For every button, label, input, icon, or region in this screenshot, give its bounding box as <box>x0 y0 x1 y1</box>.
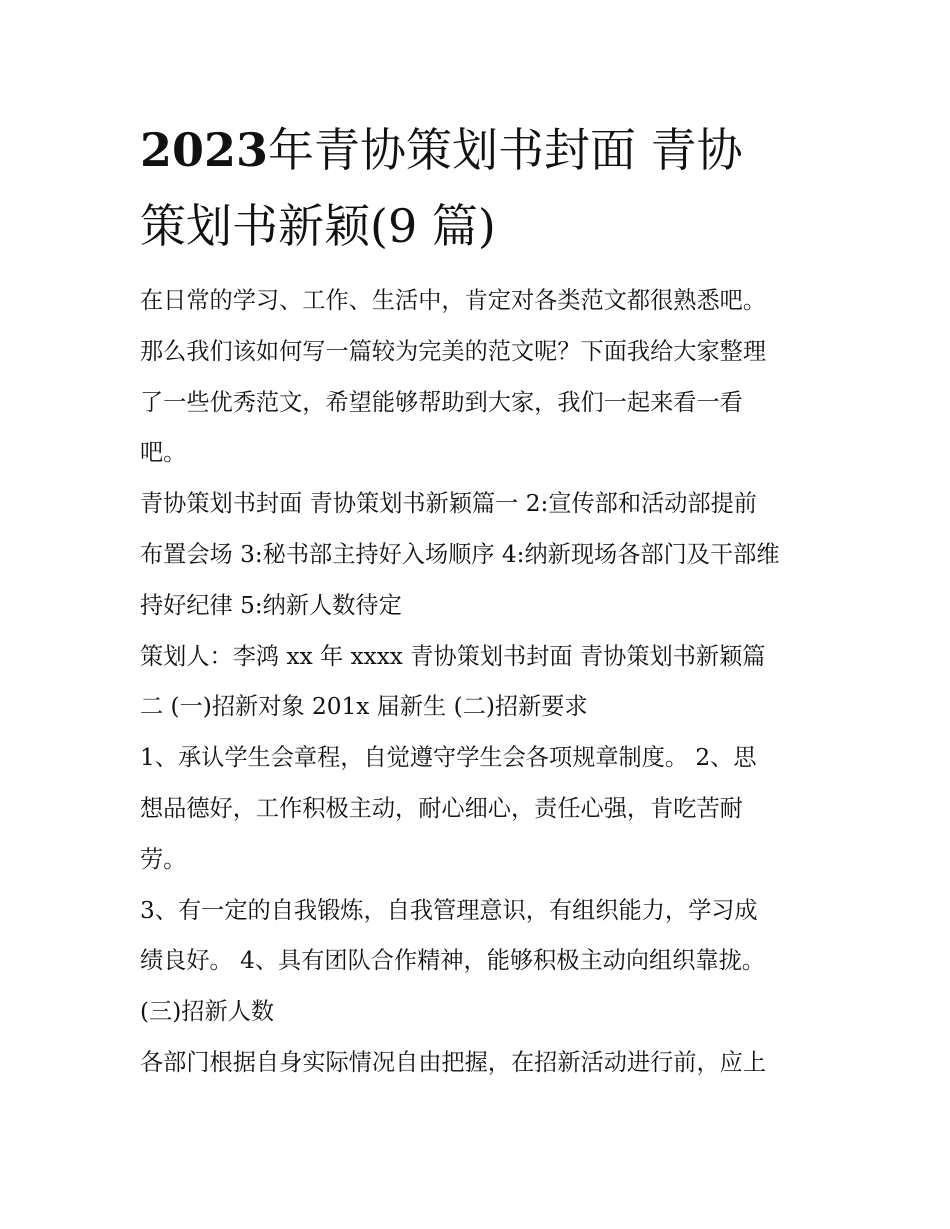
document-title <box>140 112 820 264</box>
body-line: 那么我们该如何写一篇较为完美的范文呢？下面我给大家整理 <box>140 337 767 365</box>
body-line: 青协策划书封面 青协策划书新颖篇一 2:宣传部和活动部提前 <box>140 490 757 518</box>
title-line <box>140 188 820 264</box>
body-line: 策划人：李鸿 xx 年 xxxx 青协策划书封面 青协策划书新颖篇 <box>140 642 766 670</box>
body-line: 1、承认学生会章程，自觉遵守学生会各项规章制度。 2、思 <box>140 744 757 772</box>
body-line: 在日常的学习、工作、生活中，肯定对各类范文都很熟悉吧。 <box>140 287 767 314</box>
body-line: 劳。 <box>140 845 187 873</box>
body-line: 各部门根据自身实际情况自由把握，在招新活动进行前，应上 <box>140 1048 767 1076</box>
body-line: 了一些优秀范文，希望能够帮助到大家，我们一起来看一看 <box>140 388 743 416</box>
body-line: 二 (一)招新对象 201x 届新生 (二)招新要求 <box>140 693 588 721</box>
body-line: 布置会场 3:秘书部主持好入场顺序 4:纳新现场各部门及干部维 <box>140 540 780 568</box>
body-line: 想品德好，工作积极主动，耐心细心，责任心强，肯吃苦耐 <box>140 794 743 822</box>
document-body <box>140 276 820 1089</box>
body-line: 绩良好。 4、具有团队合作精神，能够积极主动向组织靠拢。 <box>140 947 765 975</box>
title-text: 年青协策划书封面 青协 <box>268 123 743 177</box>
body-line: 持好纪律 5:纳新人数待定 <box>140 591 402 619</box>
body-line: 吧。 <box>140 439 187 467</box>
title-line <box>140 112 820 188</box>
body-line: 3、有一定的自我锻炼，自我管理意识，有组织能力，学习成 <box>140 896 758 924</box>
title-year: 2023 <box>140 123 269 177</box>
body-line: (三)招新人数 <box>140 998 275 1026</box>
title-text: 策划书新颖(9 篇) <box>140 199 496 253</box>
